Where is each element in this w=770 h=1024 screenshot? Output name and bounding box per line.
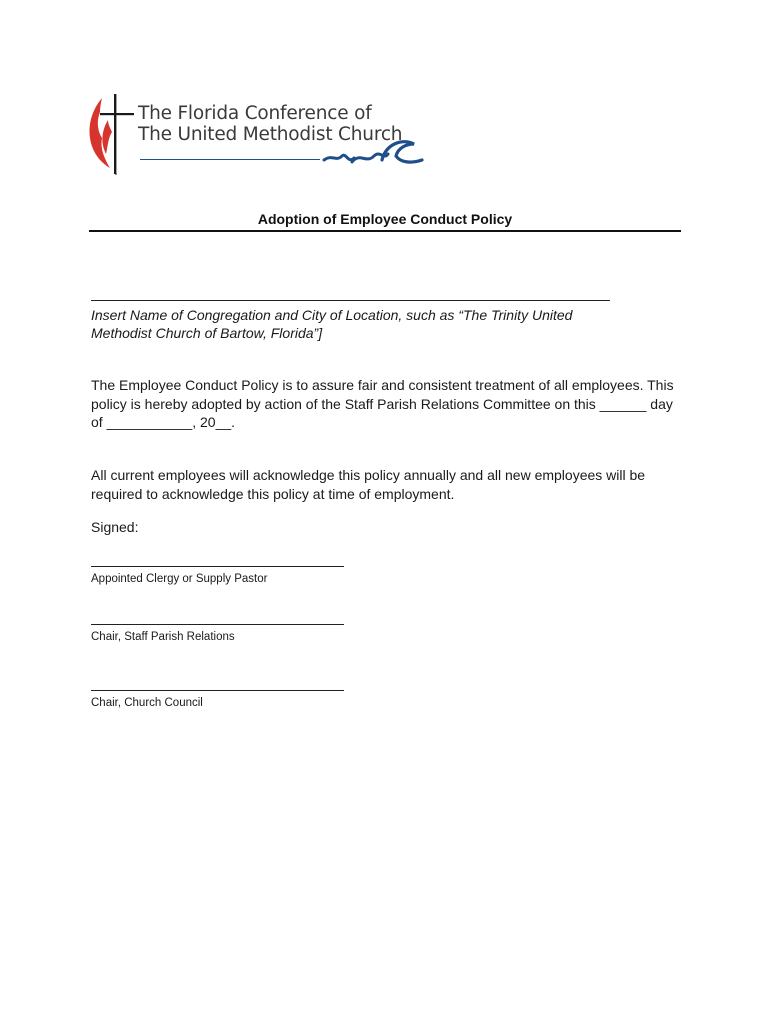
signature-label-spr-chair: Chair, Staff Parish Relations: [91, 631, 235, 643]
signature-line-spr-chair: [91, 624, 344, 625]
acknowledgement-paragraph: All current employees will acknowledge this policy annually and all new employees will be required to acknowledge this policy at time of employment.: [91, 467, 646, 502]
policy-paragraph: The Employee Conduct Policy is to assure fair and consistent treatment of all employees. This policy is hereby adopted by action of the Staff Parish Relations Committee on this ______ day of ___________, 20__.: [91, 377, 674, 430]
conference-logo: [86, 90, 431, 176]
signature-label-council-chair: Chair, Church Council: [91, 697, 203, 709]
signature-line-council-chair: [91, 690, 344, 691]
cross-and-flame-icon: [86, 90, 134, 176]
title-divider: [89, 230, 681, 232]
congregation-name-blank: [91, 300, 610, 301]
logo-text-line1: The Florida Conference of: [138, 103, 372, 124]
signed-label: Signed:: [91, 519, 139, 535]
logo-underline: [140, 159, 320, 160]
logo-text-line2: The United Methodist Church: [138, 124, 403, 145]
signature-label-clergy: Appointed Clergy or Supply Pastor: [91, 573, 268, 585]
signature-line-clergy: [91, 566, 344, 567]
document-title: Adoption of Employee Conduct Policy: [257, 211, 513, 227]
insert-instruction: Insert Name of Congregation and City of Location, such as “The Trinity United Methodist Church of Bartow, Florida”]: [91, 307, 573, 341]
wave-icon: [322, 134, 426, 170]
